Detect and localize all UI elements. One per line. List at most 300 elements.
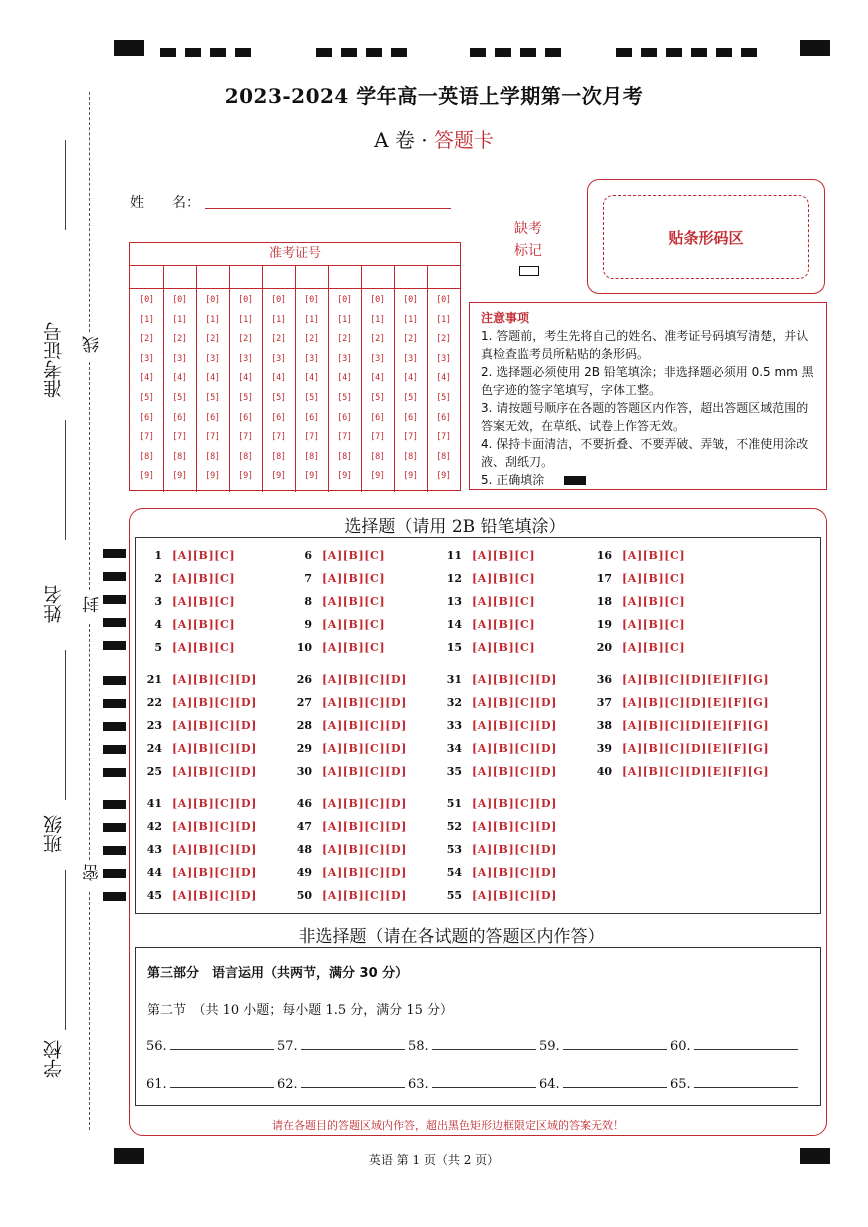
timing-mark bbox=[391, 48, 407, 57]
answer-bubbles[interactable]: [A][B][C][D] bbox=[472, 719, 557, 732]
exam-id-bubble[interactable]: [2] bbox=[271, 334, 286, 345]
exam-id-bubble[interactable]: [8] bbox=[271, 451, 286, 462]
question-number: 9 bbox=[304, 618, 312, 631]
answer-bubbles[interactable]: [A][B][C][D] bbox=[322, 843, 407, 856]
blank-answer-line[interactable] bbox=[170, 1087, 274, 1088]
choice-question bbox=[590, 641, 685, 654]
choice-question bbox=[140, 797, 257, 810]
question-number: 37 bbox=[596, 696, 612, 709]
timing-mark bbox=[341, 48, 357, 57]
blank-answer-line[interactable] bbox=[301, 1049, 405, 1050]
exam-id-bubble[interactable]: [9] bbox=[172, 471, 187, 482]
answer-bubbles[interactable]: [A][B][C] bbox=[322, 595, 386, 608]
timing-mark bbox=[103, 892, 126, 901]
timing-mark bbox=[103, 768, 126, 777]
choice-question bbox=[590, 696, 769, 709]
choice-question bbox=[590, 618, 685, 631]
choice-question bbox=[140, 889, 257, 902]
answer-bubbles[interactable]: [A][B][C][D] bbox=[172, 719, 257, 732]
choice-question bbox=[140, 673, 257, 686]
exam-id-bubble[interactable]: [4] bbox=[337, 373, 352, 384]
timing-mark bbox=[316, 48, 332, 57]
answer-bubbles[interactable]: [A][B][C][D] bbox=[322, 866, 407, 879]
blank-answer-line[interactable] bbox=[170, 1049, 274, 1050]
exam-id-bubble[interactable]: [2] bbox=[403, 334, 418, 345]
section2-heading: 第二节 （共 10 小题；每小题 1.5 分，满分 15 分） bbox=[147, 1003, 454, 1018]
timing-mark bbox=[210, 48, 226, 57]
note-item: 2. 选择题必须使用 2B 铅笔填涂；非选择题必须用 0.5 mm 黑色字迹的签字笔填写，字体工整。 bbox=[481, 365, 814, 397]
timing-mark bbox=[366, 48, 382, 57]
side-mark-secret: 密 bbox=[83, 864, 103, 881]
exam-id-bubble[interactable]: [5] bbox=[139, 393, 154, 403]
exam-id-bubble[interactable]: [9] bbox=[403, 471, 418, 482]
exam-id-bubble[interactable]: [4] bbox=[238, 373, 253, 384]
exam-id-bubble[interactable]: [2] bbox=[139, 334, 154, 345]
answer-bubbles[interactable]: [A][B][C][D] bbox=[472, 765, 557, 778]
choice-question bbox=[140, 572, 235, 585]
answer-bubbles[interactable]: [A][B][C] bbox=[322, 549, 386, 562]
note-fill-text: 5. 正确填涂 bbox=[481, 473, 545, 487]
answer-bubbles[interactable]: [A][B][C][D] bbox=[322, 765, 407, 778]
choice-question bbox=[290, 797, 407, 810]
exam-id-bubble[interactable]: [1] bbox=[337, 314, 352, 325]
exam-id-bubble[interactable]: [9] bbox=[139, 471, 154, 482]
choice-question bbox=[290, 889, 407, 902]
exam-id-bubble[interactable]: [4] bbox=[403, 373, 418, 384]
exam-id-bubble[interactable]: [4] bbox=[370, 373, 385, 384]
choice-question bbox=[590, 742, 769, 755]
side-name-label: 姓名 bbox=[43, 585, 65, 623]
exam-id-bubble[interactable]: [1] bbox=[238, 314, 253, 325]
choice-question bbox=[290, 843, 407, 856]
answer-bubbles[interactable]: [A][B][C] bbox=[322, 641, 386, 654]
answer-bubbles[interactable]: [A][B][C][D] bbox=[322, 673, 407, 686]
absent-line1: 缺考 bbox=[514, 221, 542, 237]
answer-bubbles[interactable]: [A][B][C][D] bbox=[322, 742, 407, 755]
choice-question bbox=[440, 866, 557, 879]
exam-id-bubble[interactable]: [1] bbox=[139, 314, 154, 325]
timing-mark bbox=[103, 823, 126, 832]
blank-number: 65. bbox=[670, 1077, 691, 1092]
exam-id-bubble[interactable]: [3] bbox=[337, 353, 352, 364]
timing-mark bbox=[235, 48, 251, 57]
question-number: 2 bbox=[154, 572, 162, 585]
question-number: 30 bbox=[296, 765, 312, 778]
timing-mark bbox=[103, 618, 126, 627]
exam-id-bubble[interactable]: [9] bbox=[238, 471, 253, 482]
side-mark-line: 线 bbox=[83, 336, 103, 353]
answer-bubbles[interactable]: [A][B][C] bbox=[472, 641, 536, 654]
blank-answer-line[interactable] bbox=[694, 1049, 798, 1050]
exam-id-bubble[interactable]: [4] bbox=[205, 373, 220, 384]
exam-id-bubble[interactable]: [0] bbox=[304, 295, 319, 305]
choice-question bbox=[140, 549, 235, 562]
exam-id-bubble[interactable]: [7] bbox=[370, 432, 385, 443]
answer-bubbles[interactable]: [A][B][C] bbox=[172, 572, 236, 585]
exam-id-bubble[interactable]: [3] bbox=[271, 353, 286, 364]
exam-id-bubble[interactable]: [0] bbox=[337, 295, 352, 305]
answer-bubbles[interactable]: [A][B][C] bbox=[322, 572, 386, 585]
choice-question bbox=[590, 765, 769, 778]
question-number: 50 bbox=[296, 889, 312, 902]
blank-item bbox=[277, 1077, 405, 1092]
answer-bubbles[interactable]: [A][B][C][D] bbox=[472, 843, 557, 856]
exam-id-bubble[interactable]: [7] bbox=[238, 432, 253, 443]
exam-id-bubble[interactable]: [7] bbox=[304, 432, 319, 443]
question-number: 47 bbox=[296, 820, 312, 833]
exam-id-bubble[interactable]: [8] bbox=[238, 451, 253, 462]
answer-bubbles[interactable]: [A][B][C] bbox=[622, 549, 686, 562]
answer-bubbles[interactable]: [A][B][C] bbox=[322, 618, 386, 631]
choice-question bbox=[440, 595, 535, 608]
answer-bubbles[interactable]: [A][B][C][D][E][F][G] bbox=[622, 673, 770, 686]
blank-number: 64. bbox=[539, 1077, 560, 1092]
exam-id-bubble[interactable]: [2] bbox=[172, 334, 187, 345]
answer-bubbles[interactable]: [A][B][C][D] bbox=[322, 889, 407, 902]
exam-id-bubble[interactable]: [1] bbox=[370, 314, 385, 325]
answer-bubbles[interactable]: [A][B][C] bbox=[172, 549, 236, 562]
exam-id-bubble[interactable]: [1] bbox=[205, 314, 220, 325]
answer-bubbles[interactable]: [A][B][C][D] bbox=[172, 797, 257, 810]
choice-question bbox=[440, 673, 557, 686]
exam-id-bubble[interactable]: [8] bbox=[304, 451, 319, 462]
exam-id-bubble[interactable]: [0] bbox=[403, 295, 418, 305]
warning-text: 请在各题目的答题区域内作答，超出黑色矩形边框限定区域的答案无效！ bbox=[272, 1119, 624, 1132]
exam-id-bubble[interactable]: [8] bbox=[436, 451, 451, 462]
cut-line-3 bbox=[89, 624, 90, 860]
exam-id-bubble[interactable]: [1] bbox=[436, 314, 451, 325]
exam-id-bubble[interactable]: [7] bbox=[337, 432, 352, 443]
question-number: 45 bbox=[146, 889, 162, 902]
choice-question bbox=[440, 618, 535, 631]
question-number: 4 bbox=[154, 618, 162, 631]
question-number: 20 bbox=[596, 641, 612, 654]
exam-id-bubble[interactable]: [7] bbox=[172, 432, 187, 443]
answer-bubbles[interactable]: [A][B][C][D] bbox=[172, 696, 257, 709]
exam-id-bubble[interactable]: [1] bbox=[304, 314, 319, 325]
question-number: 42 bbox=[146, 820, 162, 833]
exam-id-bubble[interactable]: [5] bbox=[403, 393, 418, 403]
exam-id-bubble[interactable]: [3] bbox=[172, 353, 187, 364]
answer-bubbles[interactable]: [A][B][C][D] bbox=[322, 797, 407, 810]
side-line-4 bbox=[65, 870, 66, 1030]
answer-bubbles[interactable]: [A][B][C][D] bbox=[472, 866, 557, 879]
question-number: 40 bbox=[596, 765, 612, 778]
timing-mark bbox=[103, 699, 126, 708]
exam-id-bubble[interactable]: [5] bbox=[172, 393, 187, 403]
timing-mark bbox=[103, 676, 126, 685]
blank-answer-line[interactable] bbox=[563, 1087, 667, 1088]
blank-answer-line[interactable] bbox=[432, 1049, 536, 1050]
exam-id-bubble[interactable]: [6] bbox=[304, 412, 319, 423]
exam-id-bubble[interactable]: [9] bbox=[271, 471, 286, 482]
answer-bubbles[interactable]: [A][B][C][D] bbox=[322, 719, 407, 732]
exam-id-bubble[interactable]: [3] bbox=[370, 353, 385, 364]
page-subtitle bbox=[0, 124, 868, 153]
choice-question bbox=[440, 843, 557, 856]
blank-number: 62. bbox=[277, 1077, 298, 1092]
choice-question bbox=[140, 618, 235, 631]
blank-item bbox=[146, 1039, 274, 1054]
timing-mark bbox=[616, 48, 632, 57]
exam-id-bubble[interactable]: [1] bbox=[271, 314, 286, 325]
choice-question bbox=[290, 641, 385, 654]
answer-bubbles[interactable]: [A][B][C][D] bbox=[472, 889, 557, 902]
exam-id-bubble[interactable]: [3] bbox=[436, 353, 451, 364]
side-school-label: 学校 bbox=[43, 1040, 65, 1078]
choice-question bbox=[140, 843, 257, 856]
answer-bubbles[interactable]: [A][B][C] bbox=[622, 641, 686, 654]
exam-id-bubble[interactable]: [0] bbox=[172, 295, 187, 305]
exam-id-bubble[interactable]: [6] bbox=[238, 412, 253, 423]
exam-id-bubble[interactable]: [7] bbox=[436, 432, 451, 443]
timing-mark bbox=[103, 722, 126, 731]
exam-id-bubble[interactable]: [6] bbox=[139, 412, 154, 423]
timing-mark bbox=[103, 745, 126, 754]
blank-item bbox=[408, 1077, 536, 1092]
answer-bubbles[interactable]: [A][B][C][D] bbox=[172, 820, 257, 833]
exam-id-bubble[interactable]: [5] bbox=[271, 393, 286, 403]
answer-bubbles[interactable]: [A][B][C][D] bbox=[172, 765, 257, 778]
question-number: 26 bbox=[296, 673, 312, 686]
timing-mark bbox=[103, 869, 126, 878]
exam-id-bubble[interactable]: [4] bbox=[271, 373, 286, 384]
exam-id-bubble[interactable]: [6] bbox=[337, 412, 352, 423]
exam-id-bubble[interactable]: [2] bbox=[205, 334, 220, 345]
blank-answer-line[interactable] bbox=[432, 1087, 536, 1088]
answer-bubbles[interactable]: [A][B][C][D] bbox=[472, 696, 557, 709]
exam-id-bubble[interactable]: [9] bbox=[304, 471, 319, 482]
cut-line-2 bbox=[89, 362, 90, 590]
note-item: 1. 答题前，考生先将自己的姓名、准考证号码填写清楚，并认真检查监考员所粘贴的条形码。 bbox=[481, 329, 809, 361]
choice-question bbox=[290, 549, 385, 562]
answer-bubbles[interactable]: [A][B][C][D] bbox=[172, 673, 257, 686]
answer-bubbles[interactable]: [A][B][C] bbox=[172, 595, 236, 608]
exam-id-bubble[interactable]: [2] bbox=[304, 334, 319, 345]
corner-mark-tr bbox=[800, 40, 830, 56]
exam-id-bubble[interactable]: [1] bbox=[172, 314, 187, 325]
exam-id-bubble[interactable]: [9] bbox=[205, 471, 220, 482]
exam-id-bubble[interactable]: [5] bbox=[436, 393, 451, 403]
answer-bubbles[interactable]: [A][B][C] bbox=[172, 641, 236, 654]
exam-id-title: 准考证号 bbox=[130, 243, 460, 266]
question-number: 48 bbox=[296, 843, 312, 856]
timing-mark bbox=[691, 48, 707, 57]
answer-bubbles[interactable]: [A][B][C][D] bbox=[472, 673, 557, 686]
exam-id-bubble[interactable]: [8] bbox=[403, 451, 418, 462]
exam-id-bubble[interactable]: [4] bbox=[304, 373, 319, 384]
question-number: 13 bbox=[446, 595, 462, 608]
notes-title: 注意事项 bbox=[481, 311, 530, 325]
side-line-1 bbox=[65, 140, 66, 230]
question-number: 16 bbox=[596, 549, 612, 562]
question-number: 49 bbox=[296, 866, 312, 879]
choice-question bbox=[290, 696, 407, 709]
timing-mark bbox=[103, 800, 126, 809]
exam-id-bubble[interactable]: [8] bbox=[337, 451, 352, 462]
page-title: 2023-2024 学年高一英语上学期第一次月考 bbox=[224, 84, 644, 108]
exam-id-bubble[interactable]: [8] bbox=[370, 451, 385, 462]
exam-id-bubble[interactable]: [7] bbox=[139, 432, 154, 443]
answer-bubbles[interactable]: [A][B][C][D] bbox=[172, 742, 257, 755]
choice-question bbox=[440, 572, 535, 585]
answer-bubbles[interactable]: [A][B][C][D] bbox=[472, 820, 557, 833]
choice-question bbox=[440, 889, 557, 902]
exam-id-bubble[interactable]: [2] bbox=[370, 334, 385, 345]
exam-id-bubble[interactable]: [3] bbox=[205, 353, 220, 364]
blank-answer-line[interactable] bbox=[301, 1087, 405, 1088]
answer-bubbles[interactable]: [A][B][C][D][E][F][G] bbox=[622, 696, 770, 709]
exam-id-bubble[interactable]: [9] bbox=[337, 471, 352, 482]
question-number: 5 bbox=[154, 641, 162, 654]
choice-question bbox=[590, 719, 769, 732]
exam-id-bubble[interactable]: [2] bbox=[238, 334, 253, 345]
timing-mark bbox=[716, 48, 732, 57]
exam-id-bubble[interactable]: [5] bbox=[304, 393, 319, 403]
exam-id-bubble[interactable]: [7] bbox=[205, 432, 220, 443]
question-number: 34 bbox=[446, 742, 462, 755]
corner-mark-tl bbox=[114, 40, 144, 56]
exam-id-bubble[interactable]: [2] bbox=[436, 334, 451, 345]
exam-id-bubble[interactable]: [0] bbox=[139, 295, 154, 305]
question-number: 44 bbox=[146, 866, 162, 879]
exam-id-bubble[interactable]: [0] bbox=[436, 295, 451, 305]
answer-bubbles[interactable]: [A][B][C] bbox=[472, 549, 536, 562]
exam-id-bubble[interactable]: [5] bbox=[238, 393, 253, 403]
answer-bubbles[interactable]: [A][B][C][D][E][F][G] bbox=[622, 719, 770, 732]
exam-id-bubble[interactable]: [4] bbox=[139, 373, 154, 384]
exam-id-bubble[interactable]: [9] bbox=[436, 471, 451, 482]
page-footer: 英语 第 1 页（共 2 页） bbox=[368, 1153, 500, 1167]
exam-id-bubble[interactable]: [4] bbox=[436, 373, 451, 384]
exam-id-bubble[interactable]: [3] bbox=[403, 353, 418, 364]
absent-checkbox[interactable] bbox=[519, 266, 539, 276]
exam-id-bubble[interactable]: [6] bbox=[370, 412, 385, 423]
name-input-line[interactable] bbox=[205, 208, 451, 209]
exam-id-bubble[interactable]: [3] bbox=[139, 353, 154, 364]
exam-id-bubble[interactable]: [0] bbox=[205, 295, 220, 305]
answer-bubbles[interactable]: [A][B][C][D] bbox=[172, 889, 257, 902]
exam-id-bubble[interactable]: [3] bbox=[304, 353, 319, 364]
blank-item bbox=[408, 1039, 536, 1054]
timing-mark bbox=[103, 641, 126, 650]
exam-id-bubble[interactable]: [0] bbox=[370, 295, 385, 305]
choice-question bbox=[140, 719, 257, 732]
exam-id-bubble[interactable]: [6] bbox=[403, 412, 418, 423]
question-number: 38 bbox=[596, 719, 612, 732]
exam-id-bubble[interactable]: [4] bbox=[172, 373, 187, 384]
question-number: 10 bbox=[296, 641, 312, 654]
exam-id-bubble[interactable]: [6] bbox=[205, 412, 220, 423]
answer-bubbles[interactable]: [A][B][C] bbox=[472, 595, 536, 608]
blank-answer-line[interactable] bbox=[694, 1087, 798, 1088]
note-item-fill bbox=[481, 471, 816, 489]
exam-id-bubble[interactable]: [9] bbox=[370, 471, 385, 482]
question-number: 39 bbox=[596, 742, 612, 755]
exam-id-bubble[interactable]: [8] bbox=[172, 451, 187, 462]
choice-question bbox=[290, 618, 385, 631]
choice-question bbox=[140, 866, 257, 879]
answer-bubbles[interactable]: [A][B][C][D] bbox=[472, 797, 557, 810]
exam-id-bubble[interactable]: [5] bbox=[205, 393, 220, 403]
choice-question bbox=[440, 797, 557, 810]
name-label: 姓 名： bbox=[130, 195, 200, 211]
answer-bubbles[interactable]: [A][B][C][D] bbox=[172, 843, 257, 856]
exam-id-bubble[interactable]: [8] bbox=[205, 451, 220, 462]
exam-id-bubble[interactable]: [6] bbox=[271, 412, 286, 423]
timing-mark bbox=[545, 48, 561, 57]
answer-bubbles[interactable]: [A][B][C][D][E][F][G] bbox=[622, 765, 770, 778]
side-class-label: 班级 bbox=[43, 815, 65, 853]
answer-bubbles[interactable]: [A][B][C][D] bbox=[322, 820, 407, 833]
answer-bubbles[interactable]: [A][B][C][D][E][F][G] bbox=[622, 742, 770, 755]
timing-mark bbox=[160, 48, 176, 57]
side-line-3 bbox=[65, 650, 66, 800]
exam-id-bubble[interactable]: [0] bbox=[271, 295, 286, 305]
absent-mark-label bbox=[510, 218, 546, 262]
answer-bubbles[interactable]: [A][B][C][D] bbox=[322, 696, 407, 709]
question-number: 3 bbox=[154, 595, 162, 608]
question-number: 43 bbox=[146, 843, 162, 856]
side-exam-no-label: 准考证号 bbox=[43, 322, 65, 398]
side-mark-seal: 封 bbox=[83, 596, 103, 613]
answer-bubbles[interactable]: [A][B][C] bbox=[622, 618, 686, 631]
exam-id-bubble[interactable]: [6] bbox=[172, 412, 187, 423]
exam-id-bubble[interactable]: [7] bbox=[271, 432, 286, 443]
choice-question bbox=[140, 696, 257, 709]
exam-id-bubble[interactable]: [2] bbox=[337, 334, 352, 345]
timing-mark bbox=[666, 48, 682, 57]
exam-id-bubble[interactable]: [8] bbox=[139, 451, 154, 462]
question-number: 54 bbox=[446, 866, 462, 879]
exam-id-bubble[interactable]: [1] bbox=[403, 314, 418, 325]
answer-bubbles[interactable]: [A][B][C][D] bbox=[472, 742, 557, 755]
exam-id-grid bbox=[129, 242, 461, 491]
exam-id-bubble[interactable]: [0] bbox=[238, 295, 253, 305]
exam-id-bubble[interactable]: [7] bbox=[403, 432, 418, 443]
note-item: 3. 请按题号顺序在各题的答题区内作答，超出答题区域范围的答案无效，在草纸、试卷上作答无效。 bbox=[481, 401, 809, 433]
exam-id-bubble[interactable]: [6] bbox=[436, 412, 451, 423]
subtitle-prefix: A 卷 · bbox=[374, 128, 434, 152]
blank-answer-line[interactable] bbox=[563, 1049, 667, 1050]
timing-mark bbox=[103, 595, 126, 604]
question-number: 51 bbox=[446, 797, 462, 810]
question-number: 27 bbox=[296, 696, 312, 709]
exam-id-bubble[interactable]: [5] bbox=[337, 393, 352, 403]
question-number: 29 bbox=[296, 742, 312, 755]
answer-bubbles[interactable]: [A][B][C] bbox=[622, 595, 686, 608]
question-number: 24 bbox=[146, 742, 162, 755]
answer-bubbles[interactable]: [A][B][C] bbox=[622, 572, 686, 585]
choice-question bbox=[140, 641, 235, 654]
answer-bubbles[interactable]: [A][B][C] bbox=[172, 618, 236, 631]
exam-id-bubble[interactable]: [5] bbox=[370, 393, 385, 403]
notes-box bbox=[469, 302, 827, 490]
exam-id-bubble[interactable]: [3] bbox=[238, 353, 253, 364]
question-number: 31 bbox=[446, 673, 462, 686]
question-number: 32 bbox=[446, 696, 462, 709]
nonchoice-section-title: 非选择题（请在各试题的答题区内作答） bbox=[298, 927, 605, 947]
question-number: 19 bbox=[596, 618, 612, 631]
answer-bubbles[interactable]: [A][B][C][D] bbox=[172, 866, 257, 879]
answer-bubbles[interactable]: [A][B][C] bbox=[472, 618, 536, 631]
blank-item bbox=[539, 1039, 667, 1054]
answer-bubbles[interactable]: [A][B][C] bbox=[472, 572, 536, 585]
choice-question bbox=[290, 820, 407, 833]
part3-heading: 第三部分 语言运用（共两节，满分 30 分） bbox=[147, 966, 409, 981]
blank-number: 59. bbox=[539, 1039, 560, 1054]
question-number: 22 bbox=[146, 696, 162, 709]
